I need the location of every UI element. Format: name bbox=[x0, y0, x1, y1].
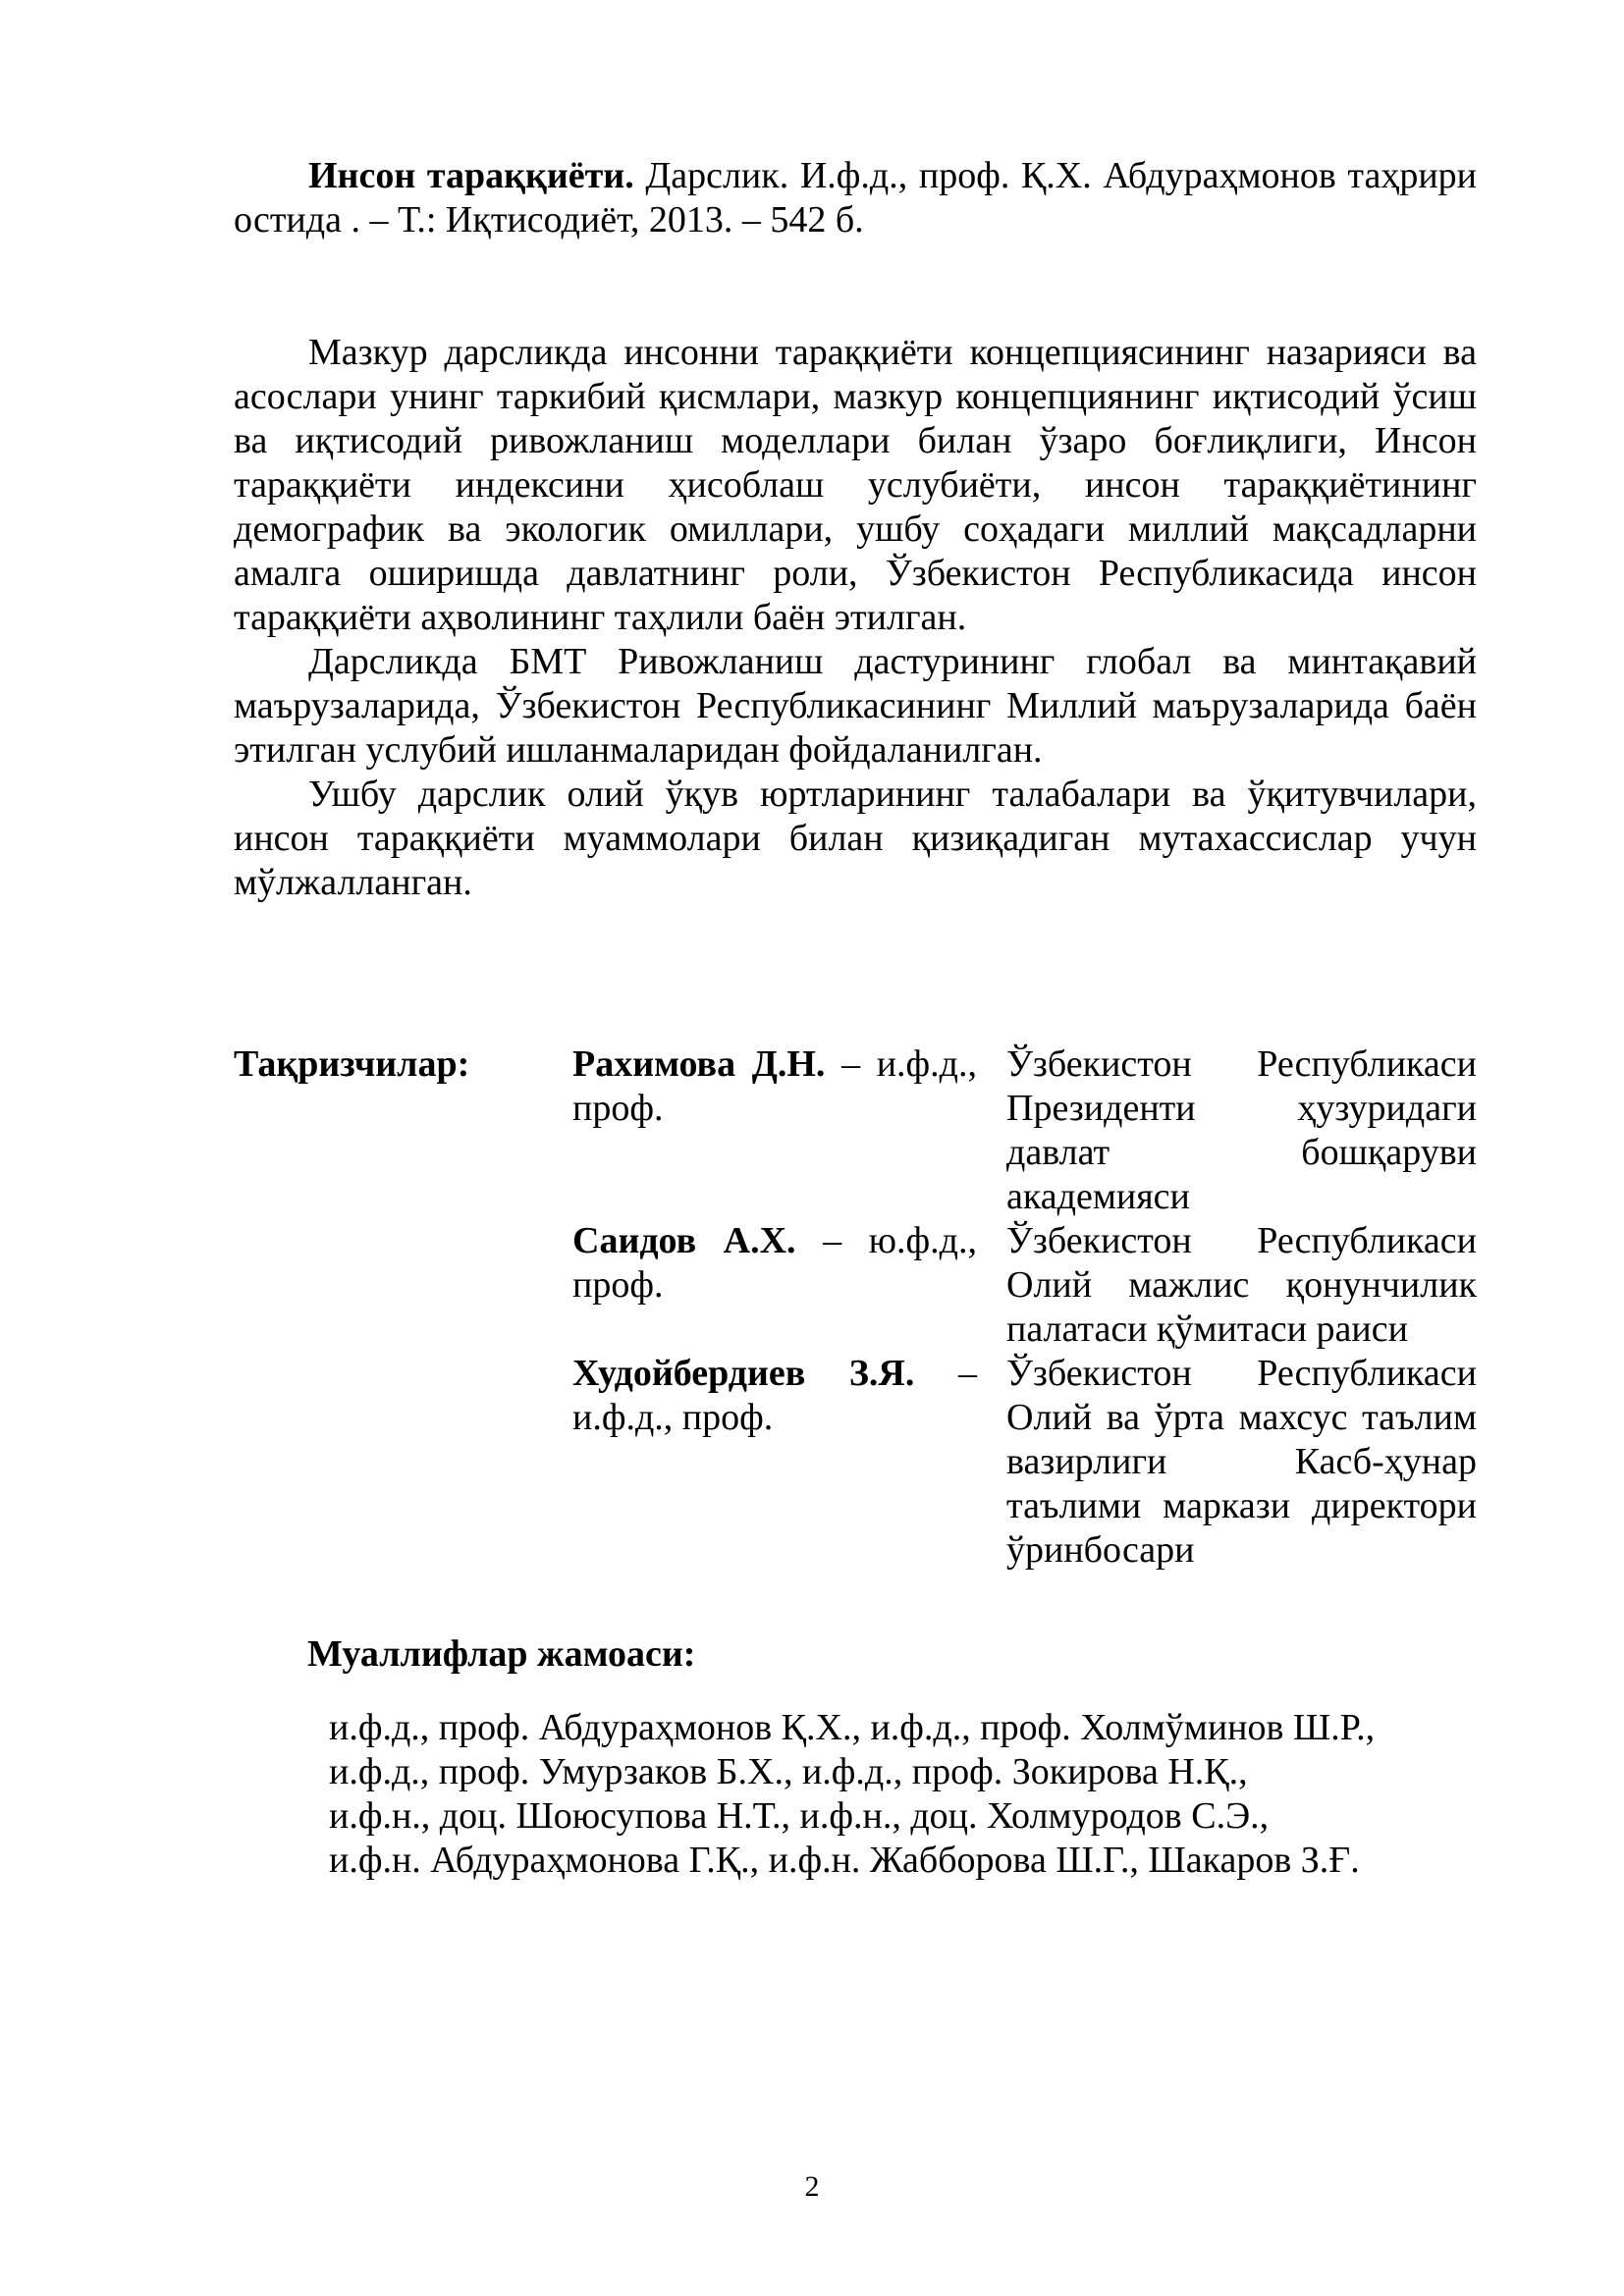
reviewer-name: Рахимова Д.Н. bbox=[572, 1043, 826, 1085]
author-line: и.ф.н., доц. Шоюсупова Н.Т., и.ф.н., доц. Холмуродов С.Э., bbox=[329, 1795, 1270, 1837]
reviewer-name: Саидов А.Х. bbox=[572, 1220, 796, 1261]
reviewer-degree: – ю.ф.д., проф. bbox=[572, 1220, 977, 1306]
reviewer-name-line bbox=[572, 1219, 977, 1308]
author-line: и.ф.н. Абдураҳмонова Г.Қ., и.ф.н. Жабборова Ш.Г., Шакаров З.Ғ. bbox=[329, 1840, 1360, 1881]
authors-heading: Муаллифлар жамоаси: bbox=[307, 1633, 696, 1675]
book-title: Инсон тараққиёти. bbox=[308, 155, 634, 196]
reviewers-section bbox=[234, 1042, 1477, 1573]
reviewer-organization: Ўзбекистон Республикаси Олий ва ўрта махсус таълим вазирлиги Касб-ҳунар таълими маркази директори ўринбосари bbox=[1006, 1353, 1477, 1571]
reviewer-degree: – и.ф.д., проф. bbox=[572, 1043, 978, 1129]
annotation bbox=[234, 331, 1477, 905]
reviewers-label: Тақризчилар: bbox=[234, 1043, 470, 1085]
reviewer-degree: – и.ф.д., проф. bbox=[572, 1353, 977, 1438]
author-line: и.ф.д., проф. Абдураҳмонов Қ.Х., и.ф.д., проф. Холмўминов Ш.Р., bbox=[329, 1707, 1376, 1748]
author-line: и.ф.д., проф. Умурзаков Б.Х., и.ф.д., проф. Зокирова Н.Қ., bbox=[329, 1751, 1248, 1792]
bibliography-paragraph bbox=[234, 154, 1477, 242]
reviewer-name-line bbox=[572, 1352, 977, 1440]
reviewer-name: Худойбердиев З.Я. bbox=[572, 1353, 915, 1394]
page-number: 2 bbox=[804, 2170, 820, 2203]
authors-list bbox=[329, 1706, 1507, 1883]
bibliographic-record bbox=[234, 154, 1477, 242]
reviewer-name-line bbox=[572, 1042, 977, 1131]
bibliography-details: Дарслик. И.ф.д., проф. Қ.Х. Абдураҳмонов таҳрири остида . – Т.: Иқтисодиёт, 2013. – 542 б. bbox=[234, 155, 1477, 240]
annotation-paragraph: Дарсликда БМТ Ривожланиш дастурининг глобал ва минтақавий маърузаларида, Ўзбекистон Республикасининг Миллий маърузаларида баён этилган услубий ишланмаларидан фойдаланилган. bbox=[234, 641, 1477, 771]
annotation-paragraph: Мазкур дарсликда инсонни тараққиёти концепциясининг назарияси ва асослари унинг таркибий қисмлари, мазкур концепциянинг иқтисодий ўсиш ва иқтисодий ривожланиш моделлари билан ўзаро боғлиқлиги, Инсон тараққиёти индексини ҳисоблаш услубиёти, инсон тараққиётининг демографик ва экологик омиллари, ушбу соҳадаги миллий мақсадларни амалга оширишда давлатнинг роли, Ўзбекистон Республикасида инсон тараққиёти аҳволининг таҳлили баён этилган. bbox=[234, 332, 1477, 638]
reviewer-organization: Ўзбекистон Республикаси Президенти ҳузуридаги давлат бошқаруви академияси bbox=[1006, 1043, 1477, 1217]
reviewer-organization: Ўзбекистон Республикаси Олий мажлис қонунчилик палатаси қўмитаси раиси bbox=[1006, 1220, 1477, 1350]
annotation-paragraph: Ушбу дарслик олий ўқув юртларининг талабалари ва ўқитувчилари, инсон тараққиёти муаммолари билан қизиқадиган мутахассислар учун мўлжалланган. bbox=[234, 774, 1477, 903]
